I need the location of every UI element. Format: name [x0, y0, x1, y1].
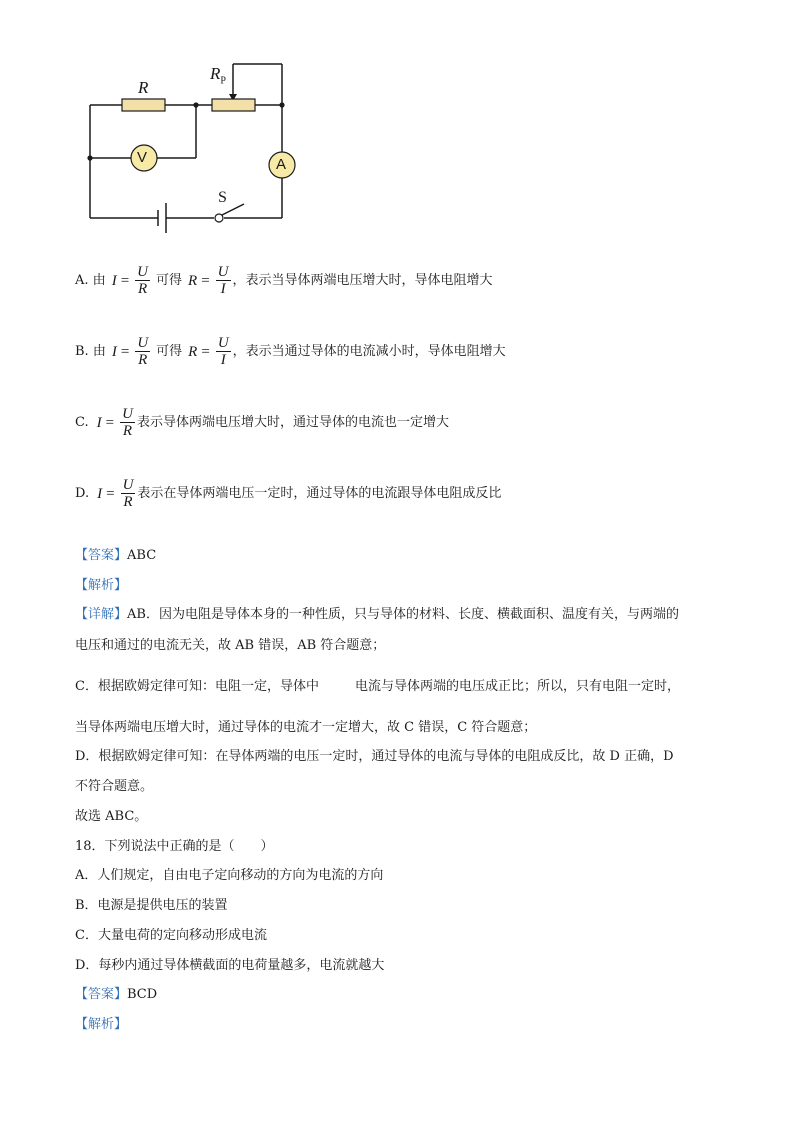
voltmeter-label: V — [137, 149, 148, 166]
option-a: A. 由 I = $\frac{U}{R}$ 可得 R = $\frac{U}{I}$ ，表示当导体两端电压增大时，导体电阻增大 — [75, 264, 493, 297]
q18-stem: 18．下列说法中正确的是（ ） — [75, 839, 274, 854]
q18-option-a: A．人们规定，自由电子定向移动的方向为电流的方向 — [75, 868, 384, 883]
analysis-label-1: 【解析】 — [75, 578, 128, 593]
resistor-label: R — [138, 78, 149, 97]
d-analysis-line-2: 不符合题意。 — [75, 779, 154, 794]
option-b: B. 由 I = $\frac{U}{R}$ 可得 R = $\frac{U}{I}$ ，表示当通过导体的电流减小时，导体电阻增大 — [75, 335, 506, 368]
option-d: D. I = $\frac{U}{R}$ 表示在导体两端电压一定时，通过导体的电流跟导体电阻成反比 — [75, 477, 502, 510]
switch-label: S — [218, 189, 227, 206]
circuit-diagram — [0, 0, 800, 250]
ammeter-label: A — [276, 156, 287, 173]
answer-1: 【答案】ABC — [75, 548, 157, 563]
rheostat-label: $R_P$ — [210, 64, 226, 87]
q18-option-b: B．电源是提供电压的装置 — [75, 898, 228, 913]
analysis-label-2: 【解析】 — [75, 1017, 128, 1032]
detail-line-2: 电压和通过的电流无关，故 AB 错误，AB 符合题意； — [75, 638, 386, 653]
resistor-r — [122, 99, 165, 111]
d-analysis-line-1: D．根据欧姆定律可知：在导体两端的电压一定时，通过导体的电流与导体的电阻成反比，故 D 正确，D — [75, 749, 674, 764]
answer-2: 【答案】BCD — [75, 987, 158, 1002]
option-c: C. I = $\frac{U}{R}$ 表示导体两端电压增大时，通过导体的电流也一定增大 — [75, 406, 449, 439]
q18-option-d: D．每秒内通过导体横截面的电荷量越多，电流就越大 — [75, 958, 385, 973]
detail-line-1: 【详解】AB．因为电阻是导体本身的一种性质，只与导体的材料、长度、横截面积、温度有关，与两端的 — [75, 607, 679, 622]
c-analysis-line-1: C．根据欧姆定律可知：电阻一定，导体中 电流与导体两端的电压成正比；所以，只有电阻一定时， — [75, 679, 680, 694]
conclusion: 故选 ABC。 — [75, 809, 148, 824]
c-analysis-line-2: 当导体两端电压增大时，通过导体的电流才一定增大，故 C 错误，C 符合题意； — [75, 720, 537, 735]
rheostat-rp — [212, 99, 255, 111]
q18-option-c: C．大量电荷的定向移动形成电流 — [75, 928, 267, 943]
